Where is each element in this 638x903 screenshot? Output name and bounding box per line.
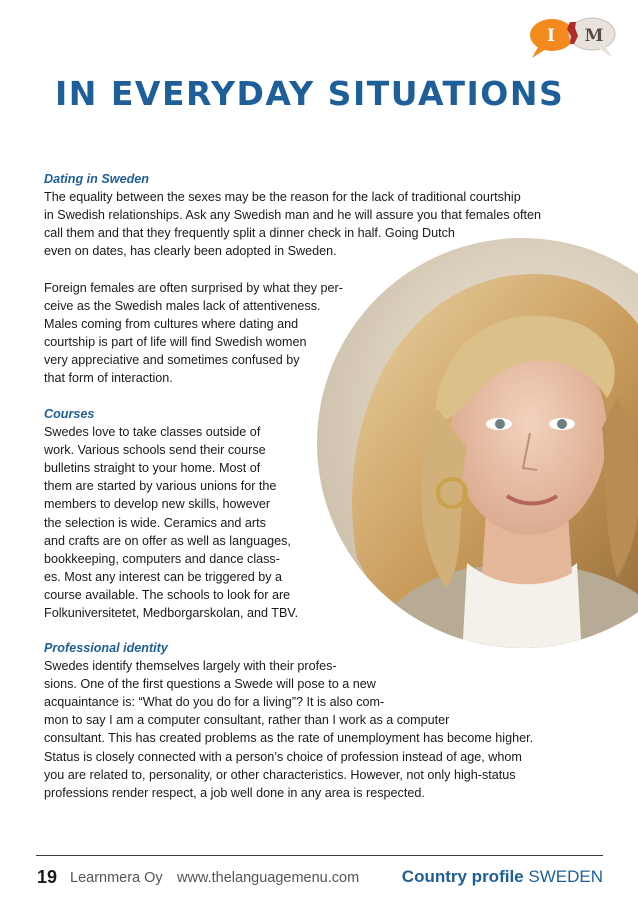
professional-line: Swedes identify themselves largely with their profes-	[44, 659, 337, 674]
professional-heading: Professional identity	[44, 641, 168, 655]
courses-line: Swedes love to take classes outside of	[44, 425, 261, 440]
footer-country-profile	[402, 867, 603, 887]
courses-line: and crafts are on offer as well as languages,	[44, 533, 291, 548]
dating-line: call them and that they frequently split a dinner check in half. Going Dutch	[44, 226, 455, 241]
dating-line: even on dates, has clearly been adopted in Sweden.	[44, 244, 337, 259]
professional-line: sions. One of the first questions a Swede will pose to a new	[44, 677, 376, 692]
footer-company: Learnmera Oy	[70, 870, 163, 886]
page-title: IN EVERYDAY SITUATIONS	[55, 74, 565, 113]
courses-line: members to develop new skills, however	[44, 497, 271, 512]
dating-line: courtship is part of life will find Swedish women	[44, 335, 307, 350]
professional-identity-section	[44, 639, 533, 802]
professional-line: acquaintance is: “What do you do for a living”? It is also com-	[44, 695, 385, 710]
courses-line: bookkeeping, computers and dance class-	[44, 551, 280, 566]
dating-paragraph-2	[44, 279, 343, 388]
courses-line: es. Most any interest can be triggered by a	[44, 569, 283, 584]
dating-line: Males coming from cultures where dating and	[44, 317, 299, 332]
logo-letter-left: I	[547, 26, 555, 46]
dating-section	[44, 170, 541, 260]
courses-section	[44, 405, 298, 622]
logo-letter-right: M	[584, 26, 604, 46]
dating-line: ceive as the Swedish males lack of attentiveness.	[44, 299, 321, 314]
dating-line: that form of interaction.	[44, 371, 173, 386]
courses-line: the selection is wide. Ceramics and arts	[44, 515, 266, 530]
courses-line: Folkuniversitetet, Medborgarskolan, and TBV.	[44, 606, 299, 621]
courses-heading: Courses	[44, 407, 95, 421]
professional-line: mon to say I am a computer consultant, rather than I work as a computer	[44, 713, 450, 728]
professional-line: Status is closely connected with a person’s choice of profession instead of age, whom	[44, 749, 522, 764]
professional-line: consultant. This has created problems as the rate of unemployment has become higher.	[44, 731, 534, 746]
professional-line: professions render respect, a job well done in any area is respected.	[44, 785, 425, 800]
courses-line: work. Various schools send their course	[44, 443, 266, 458]
dating-line: The equality between the sexes may be the reason for the lack of traditional courtship	[44, 190, 521, 205]
dating-line: very appreciative and sometimes confused by	[44, 353, 300, 368]
woman-portrait-photo	[317, 228, 638, 658]
dating-heading: Dating in Sweden	[44, 172, 149, 186]
dating-line: Foreign females are often surprised by what they per-	[44, 281, 343, 295]
page-number: 19	[37, 867, 58, 887]
learnmera-logo	[526, 14, 618, 60]
footer-profile-label: Country profile	[401, 867, 524, 886]
footer-url[interactable]: www.thelanguagemenu.com	[177, 870, 360, 886]
courses-line: bulletins straight to your home. Most of	[44, 461, 261, 476]
courses-line: course available. The schools to look for are	[44, 587, 291, 602]
courses-line: them are started by various unions for the	[44, 479, 277, 494]
page-footer	[37, 865, 603, 889]
footer-divider	[36, 855, 603, 856]
footer-country: SWEDEN	[528, 867, 603, 886]
dating-line: in Swedish relationships. Ask any Swedish man and he will assure you that females often	[44, 208, 542, 223]
professional-line: you are related to, personality, or other characteristics. However, not only high-status	[44, 767, 516, 782]
